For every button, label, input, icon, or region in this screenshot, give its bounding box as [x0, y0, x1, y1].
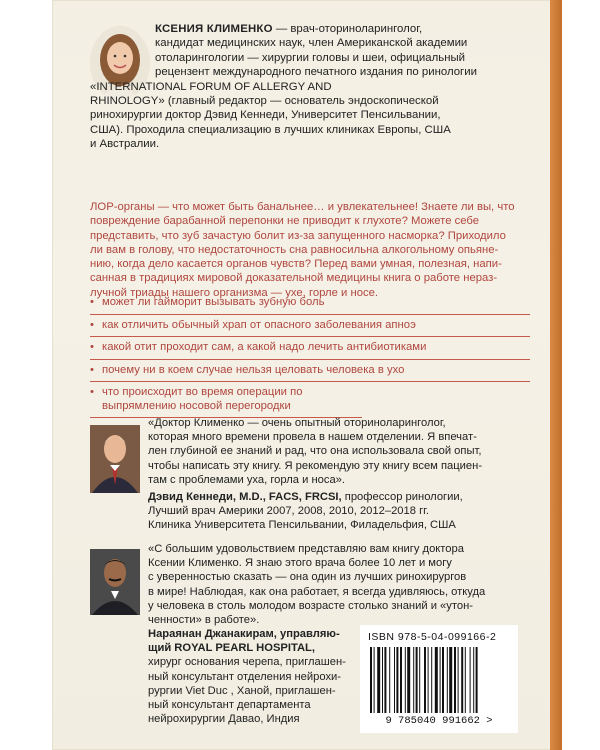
barcode-bar	[454, 647, 456, 713]
reviewer-photo-kennedy	[90, 425, 140, 493]
reviewer-photo-janakiram	[90, 549, 140, 615]
review-signature-2: Нараянан Джанакирам, управляю- щий ROYAL PEARL HOSPITAL, хирург основания черепа, приглашен- ный консультант отделения нейрохи- рургии Viet Duc , Ханой, приглашен- ный консультант департамента нейрохирургии Давао, Индия	[148, 628, 346, 726]
barcode-bar	[384, 647, 386, 713]
barcode-bar	[461, 647, 463, 713]
list-item: • какой отит проходит сам, а какой надо лечить антибиотиками	[90, 337, 530, 360]
barcode-bar	[370, 647, 372, 713]
barcode-bar	[440, 647, 441, 713]
review-quote-1: «Доктор Клименко — очень опытный оториноларинголог, которая много времени провела в нашем отделении. Я впечат- лен глубиной ее знаний и рад, что она использовала свой опыт, чтобы написать эту книгу. Я рекомендую эту книгу всем пациен- там с проблемами уха, горла и носа».	[148, 417, 483, 486]
book-intro: ЛОР-органы — что может быть банальнее… и увлекательнее! Знаете ли вы, что повреждение барабанной перепонки не приводит к глухоте? Можете себе представить, что зуб зачастую болит из-за запущенного насморка? Приходило ли вам в голову, что недостаточность сна равносильна алкогольному опьяне- нию, когда дело касается органов чувств? Перед вами умная, полезная, напи- санная в традициях мировой доказательной медицины книга о работе нераз- лучной триады нашего организма — ухе, горле и носе.	[90, 201, 515, 299]
list-item: • что происходит во время операции по выпрямлению носовой перегородки	[90, 382, 362, 418]
barcode-bar	[458, 647, 459, 713]
barcode-bar	[396, 647, 398, 713]
barcode-bar	[449, 647, 452, 713]
barcode-bar	[407, 647, 410, 713]
isbn-label: ISBN 978-5-04-099166-2	[368, 631, 497, 643]
barcode-bar	[394, 647, 395, 713]
barcode-bar	[465, 647, 466, 713]
review-quote-2: «С большим удовольствием представляю вам книгу доктора Ксении Клименко. Я знаю этого врача более 10 лет и могу с уверенностью сказать — она один из лучших ринохирургов в мире! Наблюдая, как она работает, я всегда удивляюсь, откуда у человека в столь молодом возрасте столько знаний и «утон- ченности» в работе».	[148, 543, 486, 627]
barcode-bar	[428, 647, 429, 713]
barcode-bar	[473, 647, 474, 713]
list-item: • почему ни в коем случае нельзя целовать человека в ухо	[90, 360, 530, 383]
review-signature-1: Дэвид Кеннеди, M.D., FACS, FRCSI, профессор ринологии, Лучший врач Америки 2007, 2008, 2010, 2012–2018 гг. Клиника Университета Пенсильвании, Филадельфия, США	[148, 491, 463, 532]
barcode-bar	[431, 647, 432, 713]
book-spine	[550, 0, 562, 750]
barcode-bar	[377, 647, 380, 713]
barcode-bar	[382, 647, 383, 713]
bullet-list	[90, 292, 530, 418]
barcode-bar	[389, 647, 390, 713]
barcode-bar	[424, 647, 426, 713]
barcode-bar	[400, 647, 402, 713]
list-item: • как отличить обычный храп от опасного заболевания апноэ	[90, 315, 530, 338]
barcode-bar	[416, 647, 418, 713]
barcode-bar	[413, 647, 414, 713]
barcode-bars	[370, 647, 508, 715]
barcode-bar	[476, 647, 478, 713]
barcode-bar	[470, 647, 471, 713]
author-bio: КСЕНИЯ КЛИМЕНКО — врач-оториноларинголог, кандидат медицинских наук, член Американской академии отоларингологии — хирургии головы и шеи, официальный рецензент международного печатного издания по ринологии «INTERNATIONAL FORUM OF ALLERGY AND RHINOLOGY» (главный редактор — основатель эндоскопической ринохирургии доктор Дэвид Кеннеди, Университет Пенсильвании, США). Проходила специализацию в лучших клиниках Европы, США и Австралии.	[90, 23, 477, 151]
barcode-bar	[442, 647, 444, 713]
author-name: КСЕНИЯ КЛИМЕНКО	[155, 23, 273, 35]
barcode-digits: 9 785040 991662 >	[385, 715, 493, 727]
barcode-bar	[419, 647, 420, 713]
barcode-bar	[374, 647, 375, 713]
isbn-barcode	[360, 625, 518, 733]
barcode-bar	[447, 647, 448, 713]
barcode-bar	[405, 647, 406, 713]
list-item: • может ли гайморит вызывать зубную боль	[90, 292, 530, 315]
barcode-bar	[435, 647, 438, 713]
